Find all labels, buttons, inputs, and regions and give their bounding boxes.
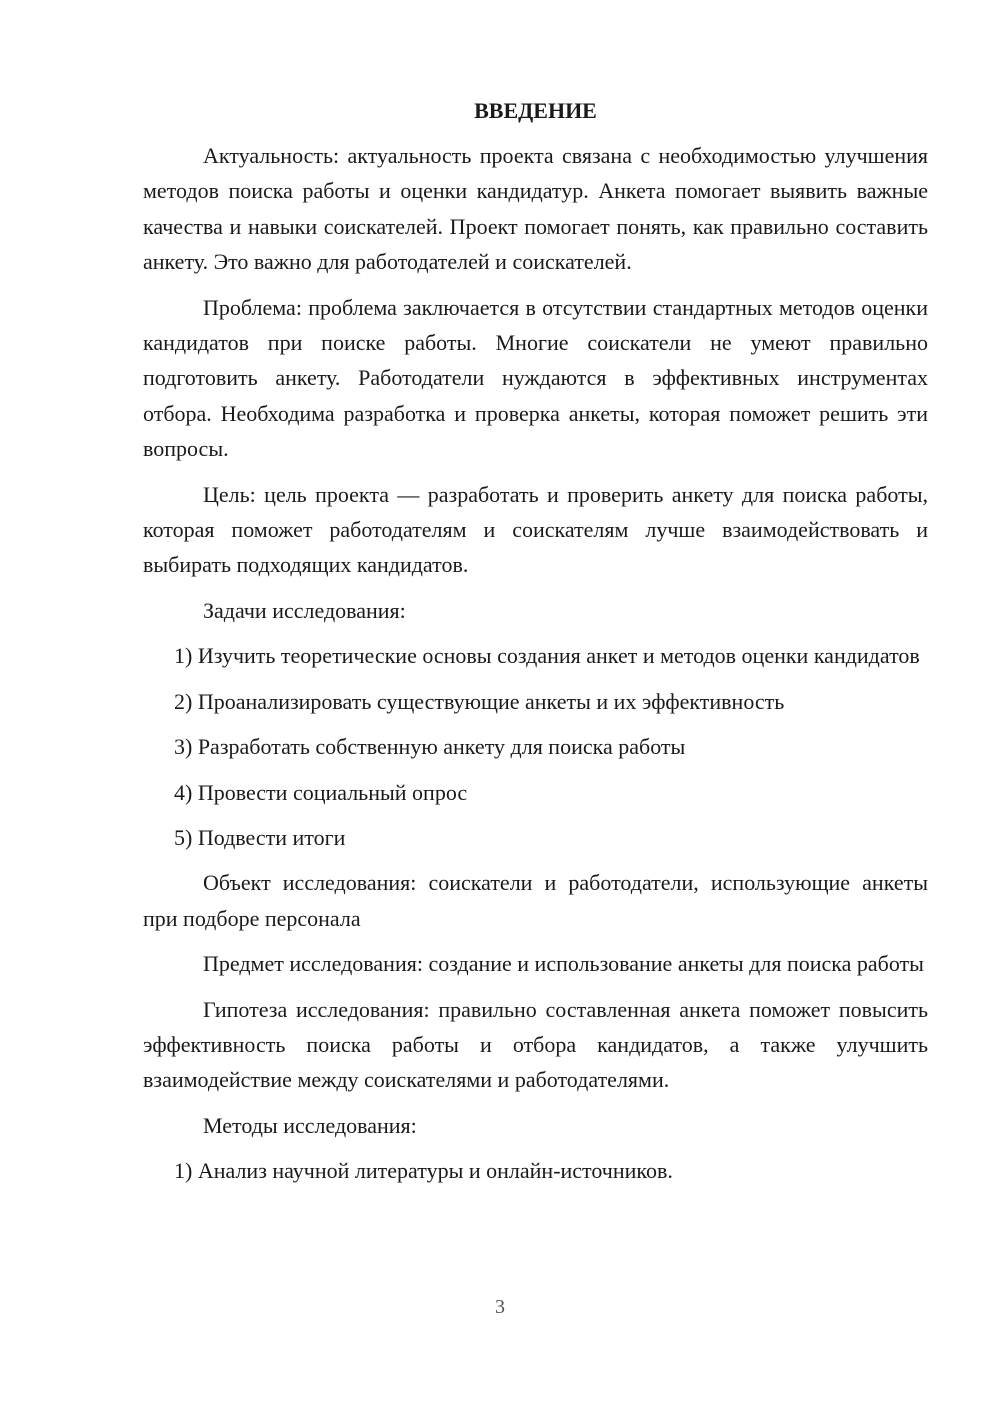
list-item: 3) Разработать собственную анкету для поиска работы xyxy=(174,734,686,760)
paragraph-object: Объект исследования: соискатели и работодатели, использующие анкеты при подборе персонала xyxy=(143,870,928,931)
list-item: 1) Изучить теоретические основы создания анкет и методов оценки кандидатов xyxy=(174,643,920,669)
list-item: 5) Подвести итоги xyxy=(174,824,346,850)
page-number: 3 xyxy=(495,1296,505,1318)
paragraph-problem: Проблема: проблема заключается в отсутствии стандартных методов оценки кандидатов при поиске работы. Многие соискатели не умеют правильно подготовить анкету. Работодатели нуждаются в эффективных инструментах отбора. Необходима разработка и проверка анкеты, которая поможет решить эти вопросы. xyxy=(143,294,928,462)
list-item: 2) Проанализировать существующие анкеты и их эффективность xyxy=(174,688,785,714)
document-body xyxy=(143,96,928,1199)
section-title: ВВЕДЕНИЕ xyxy=(474,98,597,123)
methods-list xyxy=(143,1153,928,1188)
paragraph-relevance: Актуальность: актуальность проекта связана с необходимостью улучшения методов поиска работы и оценки кандидатур. Анкета помогает выявить важные качества и навыки соискателей. Проект помогает понять, как правильно составить анкету. Это важно для работодателей и соискателей. xyxy=(143,143,928,275)
paragraph-goal: Цель: цель проекта — разработать и проверить анкету для поиска работы, которая поможет работодателям и соискателям лучше взаимодействовать и выбирать подходящих кандидатов. xyxy=(143,481,928,578)
list-item: 1) Анализ научной литературы и онлайн-источников. xyxy=(174,1158,673,1184)
paragraph-subject: Предмет исследования: создание и использование анкеты для поиска работы xyxy=(203,951,924,977)
tasks-list xyxy=(143,638,928,855)
paragraph-hypothesis: Гипотеза исследования: правильно составленная анкета поможет повысить эффективность поиска работы и отбора кандидатов, а также улучшить взаимодействие между соискателями и работодателями. xyxy=(143,996,928,1093)
tasks-heading: Задачи исследования: xyxy=(203,597,406,623)
list-item: 4) Провести социальный опрос xyxy=(174,779,468,805)
methods-heading: Методы исследования: xyxy=(203,1112,417,1138)
